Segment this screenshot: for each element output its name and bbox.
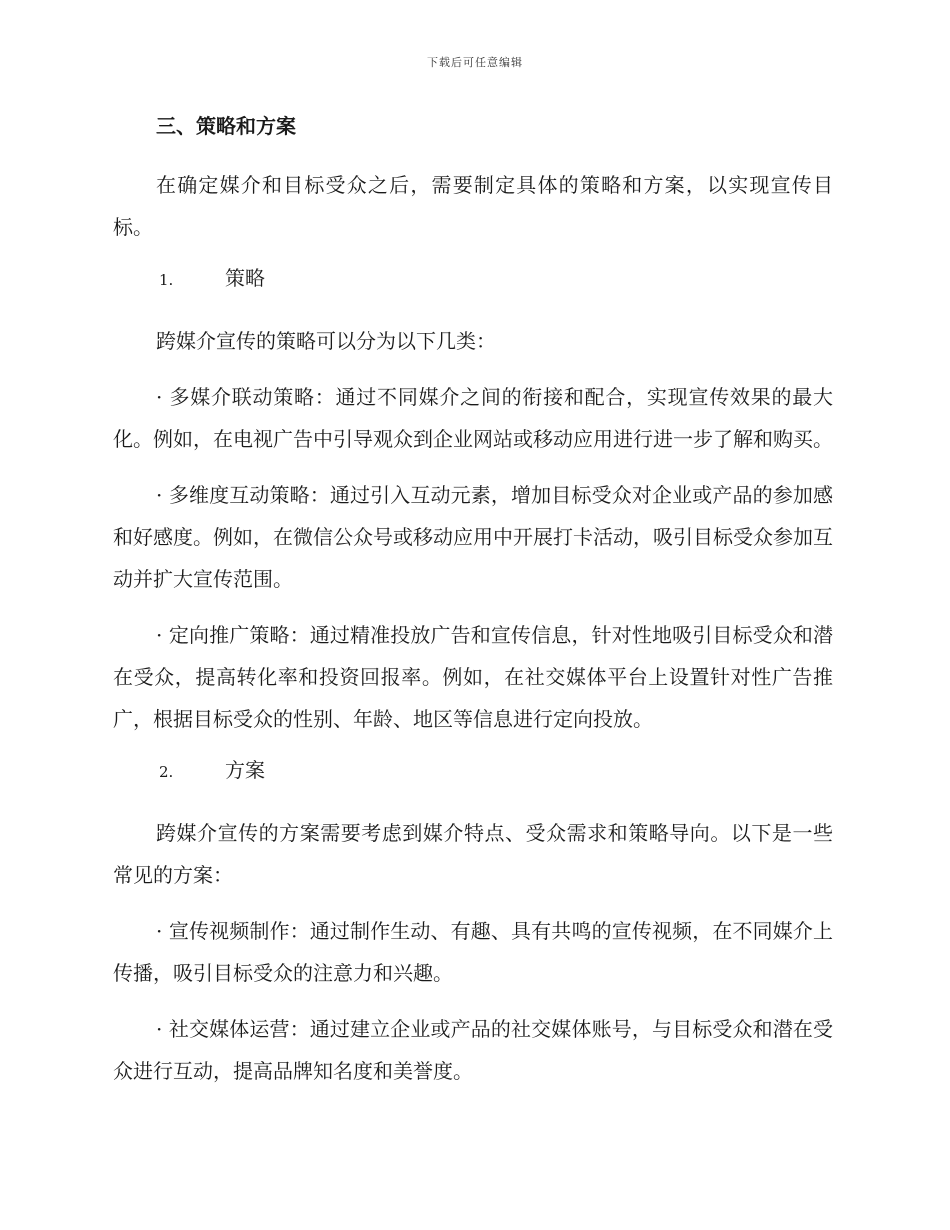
strategy-item-3: · 定向推广策略：通过精准投放广告和宣传信息，针对性地吸引目标受众和潜在受众，提高转化率和投资回报率。例如，在社交媒体平台上设置针对性广告推广，根据目标受众的性别、年龄、地区等信息进行定向投放。 bbox=[113, 623, 833, 731]
plan-intro: 跨媒介宣传的方案需要考虑到媒介特点、受众需求和策略导向。以下是一些常见的方案： bbox=[113, 821, 833, 887]
strategy-item-1: · 多媒介联动策略：通过不同媒介之间的衔接和配合，实现宣传效果的最大化。例如，在电视广告中引导观众到企业网站或移动应用进行进一步了解和购买。 bbox=[113, 385, 833, 451]
plan-number: 2. bbox=[159, 763, 174, 781]
intro-paragraph: 在确定媒介和目标受众之后，需要制定具体的策略和方案，以实现宣传目标。 bbox=[113, 173, 833, 239]
document-body bbox=[113, 110, 833, 1106]
section-title: 三、策略和方案 bbox=[156, 114, 296, 138]
strategy-heading bbox=[159, 262, 833, 296]
plan-item-2: · 社交媒体运营：通过建立企业或产品的社交媒体账号，与目标受众和潜在受众进行互动，提高品牌知名度和美誉度。 bbox=[113, 1017, 833, 1083]
plan-item-1: · 宣传视频制作：通过制作生动、有趣、具有共鸣的宣传视频，在不同媒介上传播，吸引目标受众的注意力和兴趣。 bbox=[113, 919, 833, 985]
strategy-intro: 跨媒介宣传的策略可以分为以下几类： bbox=[156, 329, 496, 353]
plan-heading bbox=[159, 754, 833, 788]
strategy-heading-label: 策略 bbox=[225, 266, 265, 290]
strategy-number: 1. bbox=[159, 271, 174, 289]
header-note: 下载后可任意编辑 bbox=[427, 56, 523, 69]
strategy-item-2: · 多维度互动策略：通过引入互动元素，增加目标受众对企业或产品的参加感和好感度。例如，在微信公众号或移动应用中开展打卡活动，吸引目标受众参加互动并扩大宣传范围。 bbox=[113, 483, 833, 591]
plan-heading-label: 方案 bbox=[225, 758, 265, 782]
